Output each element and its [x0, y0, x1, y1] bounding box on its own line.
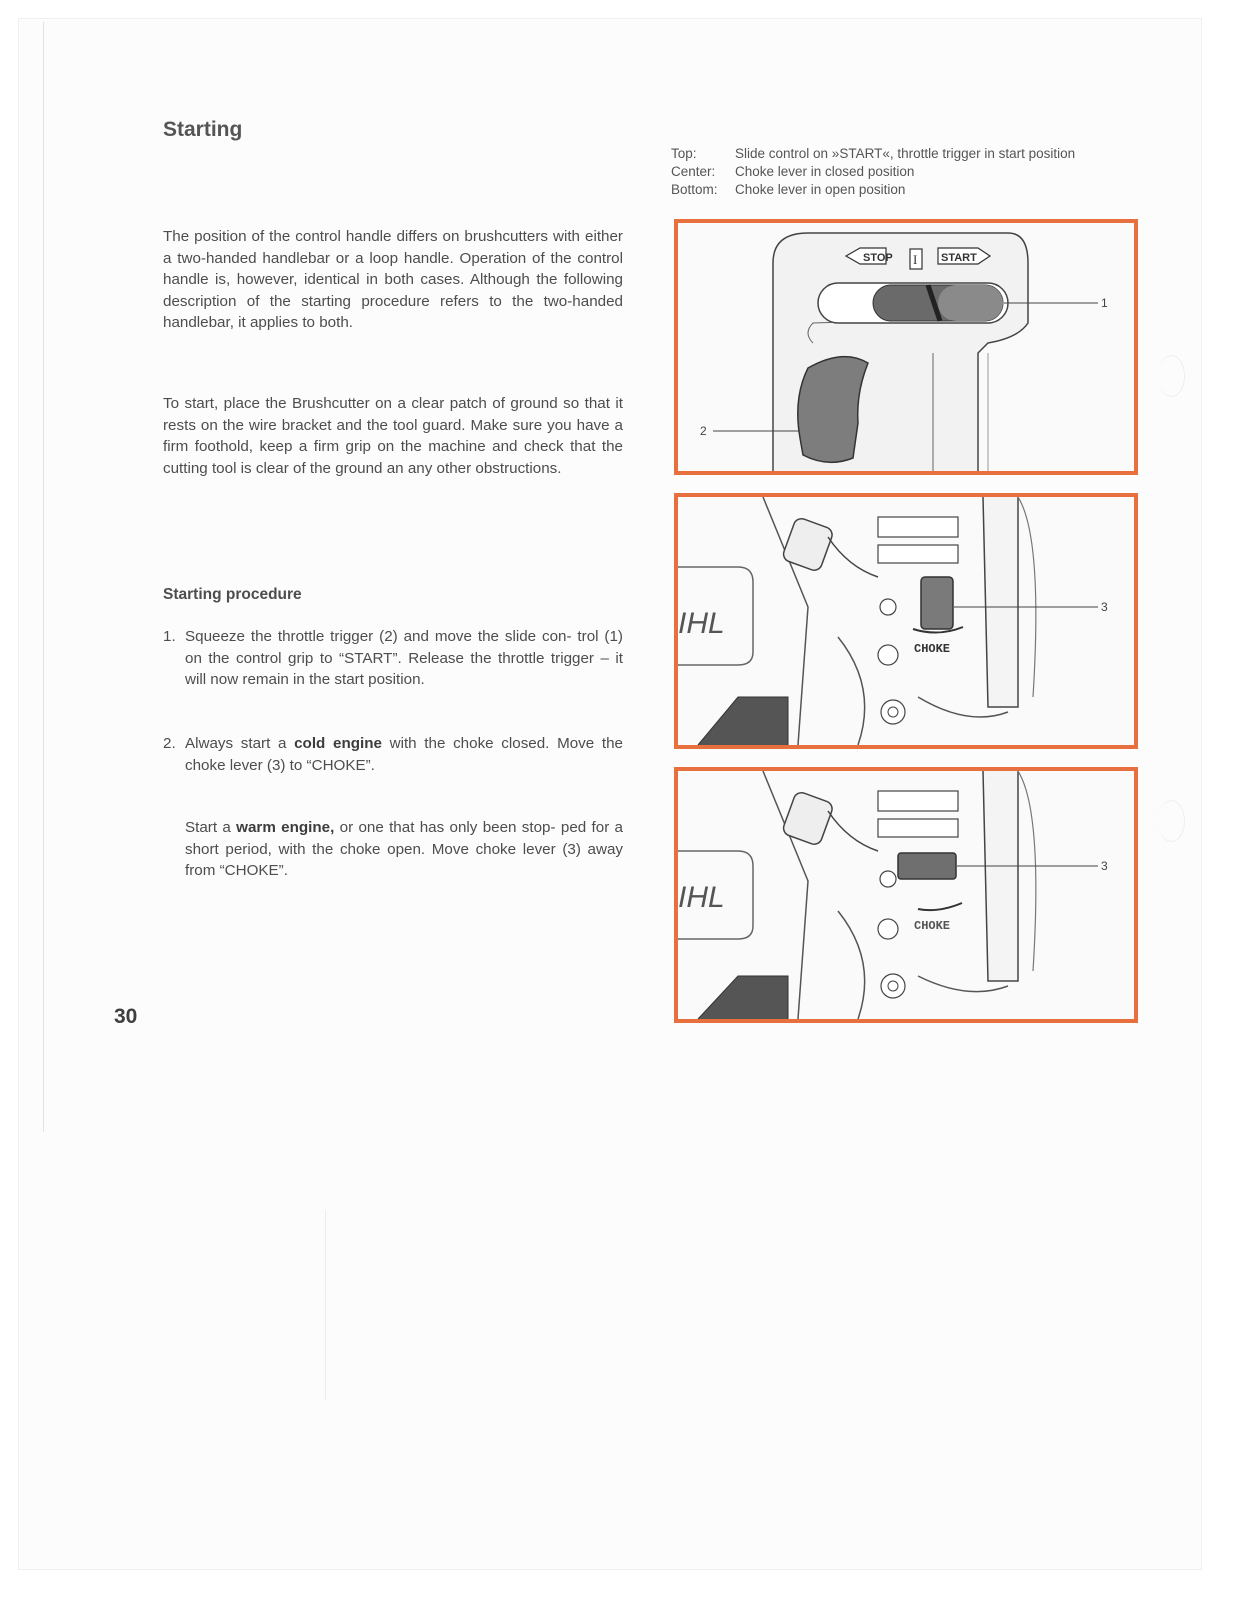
figure-choke-closed [674, 493, 1138, 749]
step-text: Squeeze the throttle trigger (2) and move the slide con- trol (1) on the control grip to “START”. Release the throttle trigger – it will now remain in the start position. [185, 628, 623, 688]
binding-line [43, 22, 44, 1132]
brand-logo: IHL [678, 607, 725, 640]
control-handle-drawing [678, 223, 1134, 471]
mid-label: I [913, 252, 918, 267]
figure-captions [671, 145, 1075, 199]
choke-label: CHOKE [914, 919, 951, 933]
callout-2: 2 [700, 424, 707, 438]
warm-engine-paragraph: Start a warm engine, or one that has only been stop- ped for a short period, with the choke open. Move choke lever (3) away from “CHOKE”. [185, 819, 624, 879]
binder-hole-mark [1158, 355, 1185, 397]
step-item [163, 733, 623, 776]
step-text: Always start a cold engine with the choke closed. Move the choke lever (3) to “CHOKE”. [185, 735, 623, 774]
callout-3: 3 [1101, 859, 1108, 873]
figure-choke-open [674, 767, 1138, 1023]
binder-hole-mark [1158, 800, 1185, 842]
step-number: 1. [163, 628, 176, 645]
choke-label: CHOKE [914, 642, 951, 656]
figure-control-handle [674, 219, 1138, 475]
engine-drawing-closed [678, 497, 1134, 745]
emphasis: warm engine, [236, 819, 335, 836]
emphasis: cold engine [294, 735, 382, 752]
engine-drawing-open [678, 771, 1134, 1019]
intro-paragraph: To start, place the Brushcutter on a clear patch of ground so that it rests on the wire bracket and the tool guard. Make sure you have a firm foothold, keep a firm grip on the machine and check that the cutting tool is clear of the ground an any other obstructions. [163, 395, 623, 477]
caption-row: Bottom: Choke lever in open position [671, 182, 906, 197]
intro-paragraph: The position of the control handle differs on brushcutters with either a two-handed handlebar or a loop handle. Operation of the control handle is, however, identical in both cases. Although the following description of the starting procedure refers to the two-handed handlebar, it applies to both. [163, 228, 623, 331]
caption-row: Center: Choke lever in closed position [671, 164, 915, 179]
stop-label: STOP [863, 252, 893, 264]
page-number: 30 [114, 1005, 138, 1028]
fold-line [325, 1210, 326, 1400]
start-label: START [941, 252, 977, 264]
caption-row: Top: Slide control on »START«, throttle trigger in start position [671, 146, 1076, 161]
step-number: 2. [163, 735, 176, 752]
step-item [163, 626, 623, 691]
callout-3: 3 [1101, 600, 1108, 614]
brand-logo: IHL [678, 881, 725, 914]
page-title: Starting [163, 118, 243, 141]
procedure-heading: Starting procedure [163, 586, 302, 603]
callout-1: 1 [1101, 296, 1108, 310]
